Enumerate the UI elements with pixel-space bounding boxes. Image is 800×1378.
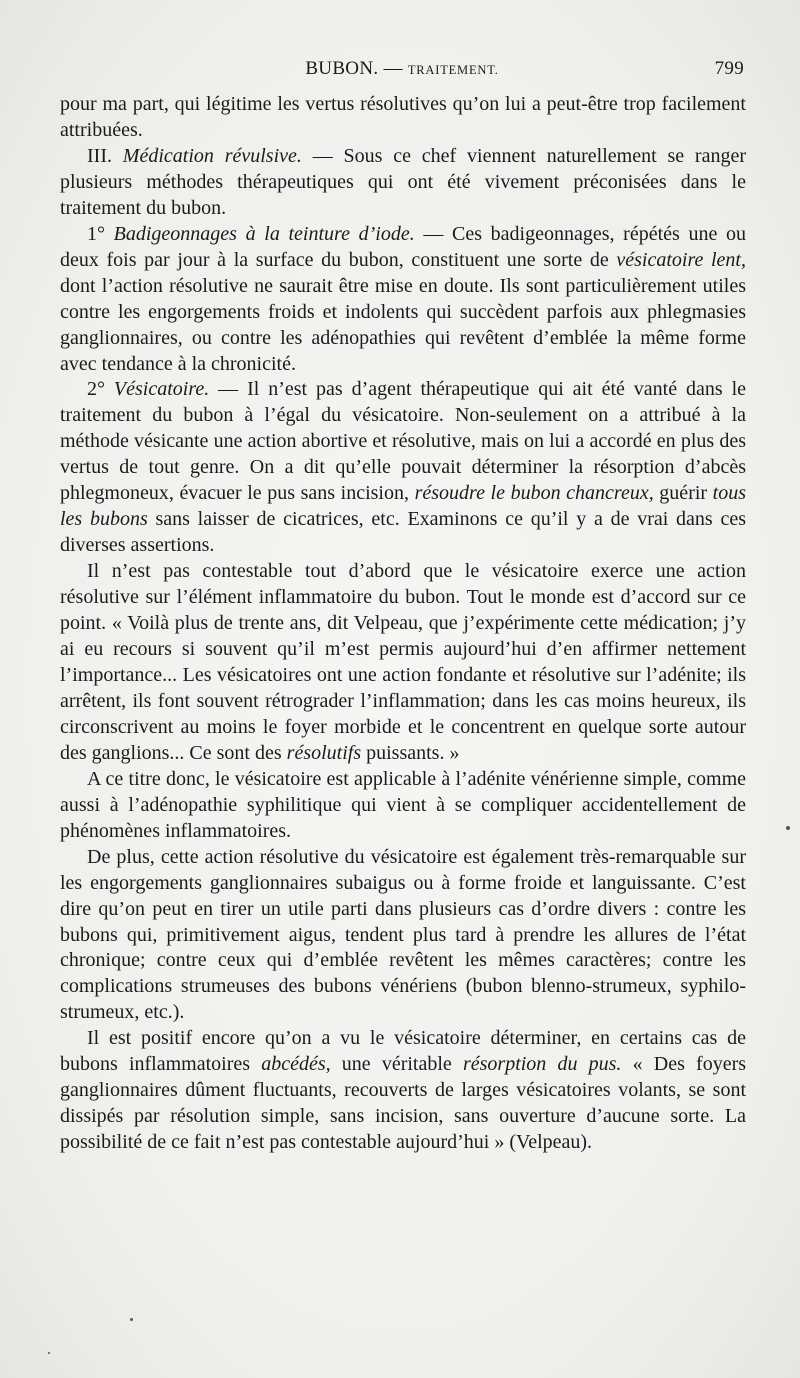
paragraph-de-plus [60,845,746,1027]
paragraph-a-ce-titre [60,767,746,845]
ink-speck [130,1318,133,1321]
text-run: De plus, cette action résolutive du vésicatoire est également très-remarquable sur les engorgements ganglionnaires subaigus ou à forme froide et languissante. C’est dire qu’on peut en tirer un utile parti dans plusieurs cas d’ordre divers : contre les bubons qui, primitivement aigus, tendent plus tard à prendre les allures de l’état chronique; contre ceux qui d’emblée revêtent les mêmes caractères; contre les complications strumeuses des bubons vénériens (bubon blenno-strumeux, syphilo-strumeux, etc.). [60,845,746,1024]
running-title-main: BUBON. [305,58,379,79]
page-number: 799 [714,58,744,79]
text-run: guérir [653,482,713,505]
paragraph-medication-revulsive [60,144,746,222]
section-heading: Médication révulsive. [122,144,302,167]
text-run: sans laisser de cicatrices, etc. Examinons ce qu’il y a de vrai dans ces diverses assertions. [60,508,746,557]
running-head [60,58,744,86]
emphasis: tous les bubons [60,482,747,531]
item-number: 1° [87,222,114,245]
emphasis: vésicatoire lent, [616,248,746,271]
running-title-sub: TRAITEMENT. [407,63,499,77]
body-text [60,92,746,1156]
text-run: puissants. » [361,741,460,764]
running-title-dash: — [383,58,403,79]
emphasis: résoudre le bubon chancreux, [414,482,654,505]
paragraph-vesicatoire [60,377,746,559]
running-title [60,58,744,80]
paragraph-continuation [60,92,746,144]
emphasis: résolutifs [286,741,362,764]
text-run: pour ma part, qui légitime les vertus résolutives qu’on lui a peut-être trop facilement attribuées. [60,93,746,141]
text-run: une véritable [330,1053,463,1076]
text-run: — Il n’est pas d’agent thérapeutique qui ait été vanté dans le traitement du bubon à l’égal du vésicatoire. Non-seulement on a attribué à la méthode vésicante une action abortive et résolutive, mais on lui a accordé en plus des vertus de tout genre. On a dit qu’elle pouvait déterminer la résorption d’abcès phlegmoneux, évacuer le pus sans incision, [60,378,747,505]
paragraph-badigeonnages [60,222,746,378]
text-run: Il n’est pas contestable tout d’abord que le vésicatoire exerce une action résolutive sur l’élément inflammatoire du bubon. Tout le monde est d’accord sur ce point. « Voilà plus de trente ans, dit Velpeau, que j’expérimente cette médication; j’y ai eu recours si souvent qu’il m’est permis aujourd’hui d’en affirmer nettement l’importance... Les vésicatoires ont une action fondante et résolutive sur l’adénite; ils arrêtent, ils font souvent rétrograder l’inflammation; dans les cas moins heureux, ils circonscrivent au moins le foyer morbide et le concentrent en quelque sorte autour des ganglions... Ce sont des [60,560,746,764]
text-run: A ce titre donc, le vésicatoire est applicable à l’adénite vénérienne simple, comme aussi à l’adénopathie syphilitique qui vient à se compliquer accidentellement de phénomènes inflammatoires. [60,767,746,842]
emphasis: résorption du pus. [462,1053,622,1076]
emphasis: abcédés, [261,1053,331,1076]
paragraph-velpeau-quote [60,559,746,767]
text-run: dont l’action résolutive ne saurait être mise en doute. Ils sont particulièrement utiles contre les engorgements froids et indolents qui succèdent parfois aux phlegmasies ganglionnaires, ou contre les adénopathies qui revêtent d’emblée la même forme avec tendance à la chronicité. [60,274,746,375]
text-run: Il est positif encore qu’on a vu le vésicatoire déterminer, en certains cas de bubons inflammatoires [60,1027,746,1076]
item-number: 2° [87,378,114,401]
ink-speck [48,1352,50,1354]
section-number: III. [87,144,123,167]
ink-speck [786,826,790,830]
text-run: — Sous ce chef viennent naturellement se ranger plusieurs méthodes thérapeutiques qui ont été vivement préconisées dans le traitement du bubon. [60,144,746,219]
text-run: — Ces badigeonnages, répétés une ou deux fois par jour à la surface du bubon, constituent une sorte de [60,222,746,271]
item-heading: Badigeonnages à la teinture d’iode. [113,222,415,245]
item-heading: Vésicatoire. [113,378,210,401]
text-run: « Des foyers ganglionnaires dûment fluctuants, recouverts de larges vésicatoires volants, se sont dissipés par résolution simple, sans incision, sans ouverture d’aucune sorte. La possibilité de ce fait n’est pas contestable aujourd’hui » (Velpeau). [60,1053,747,1154]
paragraph-il-est-positif [60,1026,746,1156]
